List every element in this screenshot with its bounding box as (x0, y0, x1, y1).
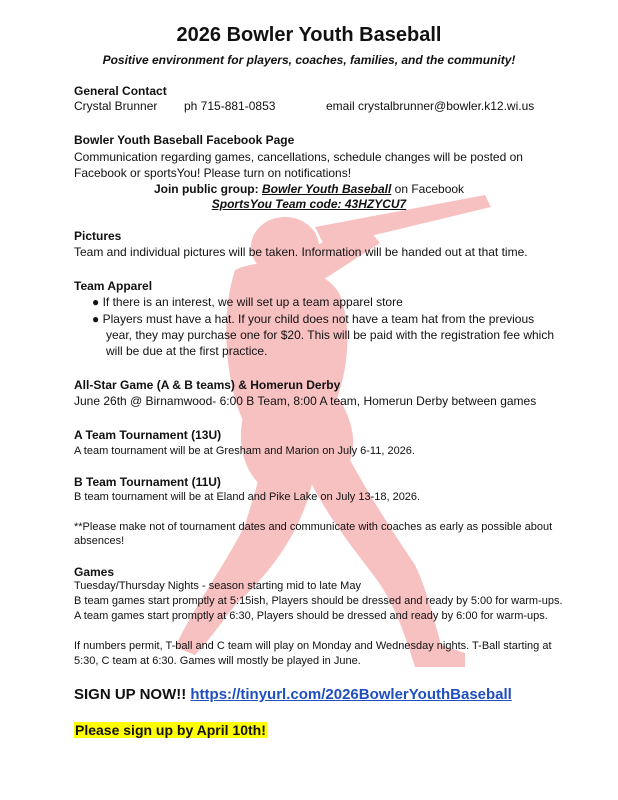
signup-deadline-text: Please sign up by April 10th! (75, 722, 266, 738)
page-title: 2026 Bowler Youth Baseball (176, 24, 442, 46)
a-team-text: A team tournament will be at Gresham and Marion on July 6-11, 2026. (74, 445, 415, 457)
games-line-1: Tuesday/Thursday Nights - season starting mid to late May (74, 580, 361, 592)
signup-deadline (74, 722, 267, 740)
apparel-bullet-2-line-2: year, they may purchase one for $20. This will be paid with the registration fee which (106, 328, 555, 342)
page-subtitle: Positive environment for players, coaches, families, and the community! (102, 53, 516, 67)
note-line-2: absences! (74, 535, 125, 547)
sportsyou-code (0, 197, 618, 211)
signup-line (74, 686, 512, 703)
join-prefix: Join public group: (153, 182, 262, 196)
note-line-1: **Please make not of tournament dates and communicate with coaches as early as possible about (74, 521, 553, 533)
bullet-icon: ● (92, 295, 100, 309)
apparel-bullet-2-line-3: will be due at the first practice. (106, 344, 268, 358)
signup-label: SIGN UP NOW!! (74, 686, 191, 703)
contact-phone: ph 715-881-0853 (184, 99, 276, 113)
join-suffix: on Facebook (391, 182, 465, 196)
facebook-line-1: Communication regarding games, cancellations, schedule changes will be posted on (74, 150, 523, 164)
b-team-heading: B Team Tournament (11U) (74, 475, 221, 489)
allstar-text: June 26th @ Birnamwood- 6:00 B Team, 8:00 A team, Homerun Derby between games (74, 394, 537, 408)
apparel-bullet-2-text: Players must have a hat. If your child does not have a team hat from the previous (102, 312, 535, 326)
apparel-bullet-1 (92, 295, 403, 309)
facebook-join-line (0, 182, 618, 196)
games-line-3: A team games start promptly at 6:30, Players should be dressed and ready by 6:00 for warm-ups. (74, 610, 548, 622)
bullet-icon: ● (92, 312, 100, 326)
sportsyou-code-text: SportsYou Team code: 43HZYCU7 (211, 197, 407, 211)
signup-link[interactable]: https://tinyurl.com/2026BowlerYouthBaseball (190, 686, 512, 703)
pictures-heading: Pictures (74, 229, 122, 243)
pictures-text: Team and individual pictures will be taken. Information will be handed out at that time. (74, 245, 528, 259)
facebook-group-link[interactable]: Bowler Youth Baseball (261, 182, 392, 196)
apparel-heading: Team Apparel (74, 279, 153, 293)
contact-name: Crystal Brunner (74, 99, 158, 113)
b-team-text: B team tournament will be at Eland and Pike Lake on July 13-18, 2026. (74, 491, 421, 503)
a-team-heading: A Team Tournament (13U) (74, 428, 222, 442)
facebook-heading: Bowler Youth Baseball Facebook Page (74, 133, 295, 147)
apparel-bullet-2 (92, 312, 534, 326)
tball-line-2: 5:30, C team at 6:30. Games will mostly be played in June. (74, 655, 361, 667)
apparel-bullet-1-text: If there is an interest, we will set up a team apparel store (102, 295, 403, 309)
contact-email: email crystalbrunner@bowler.k12.wi.us (326, 99, 535, 113)
games-heading: Games (74, 565, 115, 579)
games-line-2: B team games start promptly at 5:15ish, Players should be dressed and ready by 5:00 for warm-ups. (74, 595, 563, 607)
tball-line-1: If numbers permit, T-ball and C team will play on Monday and Wednesday nights. T-Ball starting at (74, 640, 552, 652)
facebook-line-2: Facebook or sportsYou! Please turn on notifications! (74, 166, 352, 180)
allstar-heading: All-Star Game (A & B teams) & Homerun Derby (74, 378, 341, 392)
contact-heading: General Contact (74, 84, 167, 98)
